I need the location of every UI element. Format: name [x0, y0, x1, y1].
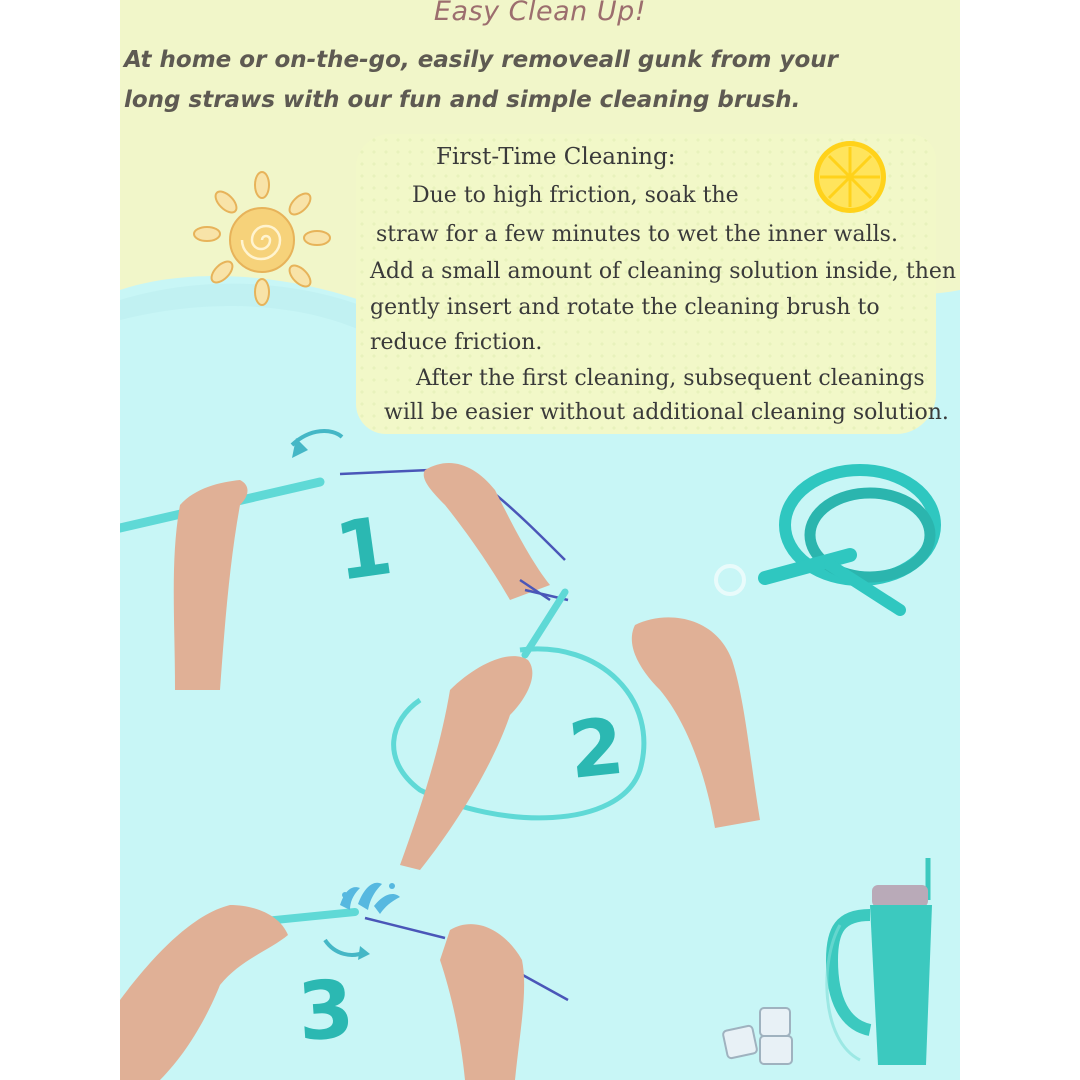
ice-cubes-icon: [722, 1008, 792, 1064]
subtitle-line-2: long straws with our fun and simple cleaning brush.: [124, 87, 801, 113]
sun-icon: [194, 172, 330, 305]
water-splash-icon: [340, 883, 400, 914]
lemon-slice-icon: [814, 141, 886, 213]
page-title: Easy Clean Up!: [433, 0, 647, 27]
instruction-line-5: reduce friction.: [370, 330, 543, 355]
illustrations: [120, 0, 960, 1080]
coiled-straw-icon: [716, 470, 935, 610]
subtitle-line-1: At home or on-the-go, easily removeall gunk from your: [124, 47, 839, 73]
instruction-line-6: After the first cleaning, subsequent cleanings: [416, 366, 925, 391]
instruction-line-3: Add a small amount of cleaning solution inside, then: [370, 259, 957, 284]
step-number-1: 1: [329, 498, 398, 599]
instruction-line-2: straw for a few minutes to wet the inner walls.: [376, 222, 898, 247]
instruction-line-4: gently insert and rotate the cleaning brush to: [370, 295, 880, 320]
tumbler-cup-icon: [827, 858, 932, 1065]
step-number-3: 3: [294, 962, 357, 1059]
instructions-heading: First-Time Cleaning:: [436, 144, 676, 170]
step-number-2: 2: [564, 701, 628, 797]
infographic-panel: [120, 0, 960, 1080]
instruction-line-7: will be easier without additional cleaning solution.: [384, 400, 949, 425]
instruction-line-1: Due to high friction, soak the: [412, 183, 739, 208]
